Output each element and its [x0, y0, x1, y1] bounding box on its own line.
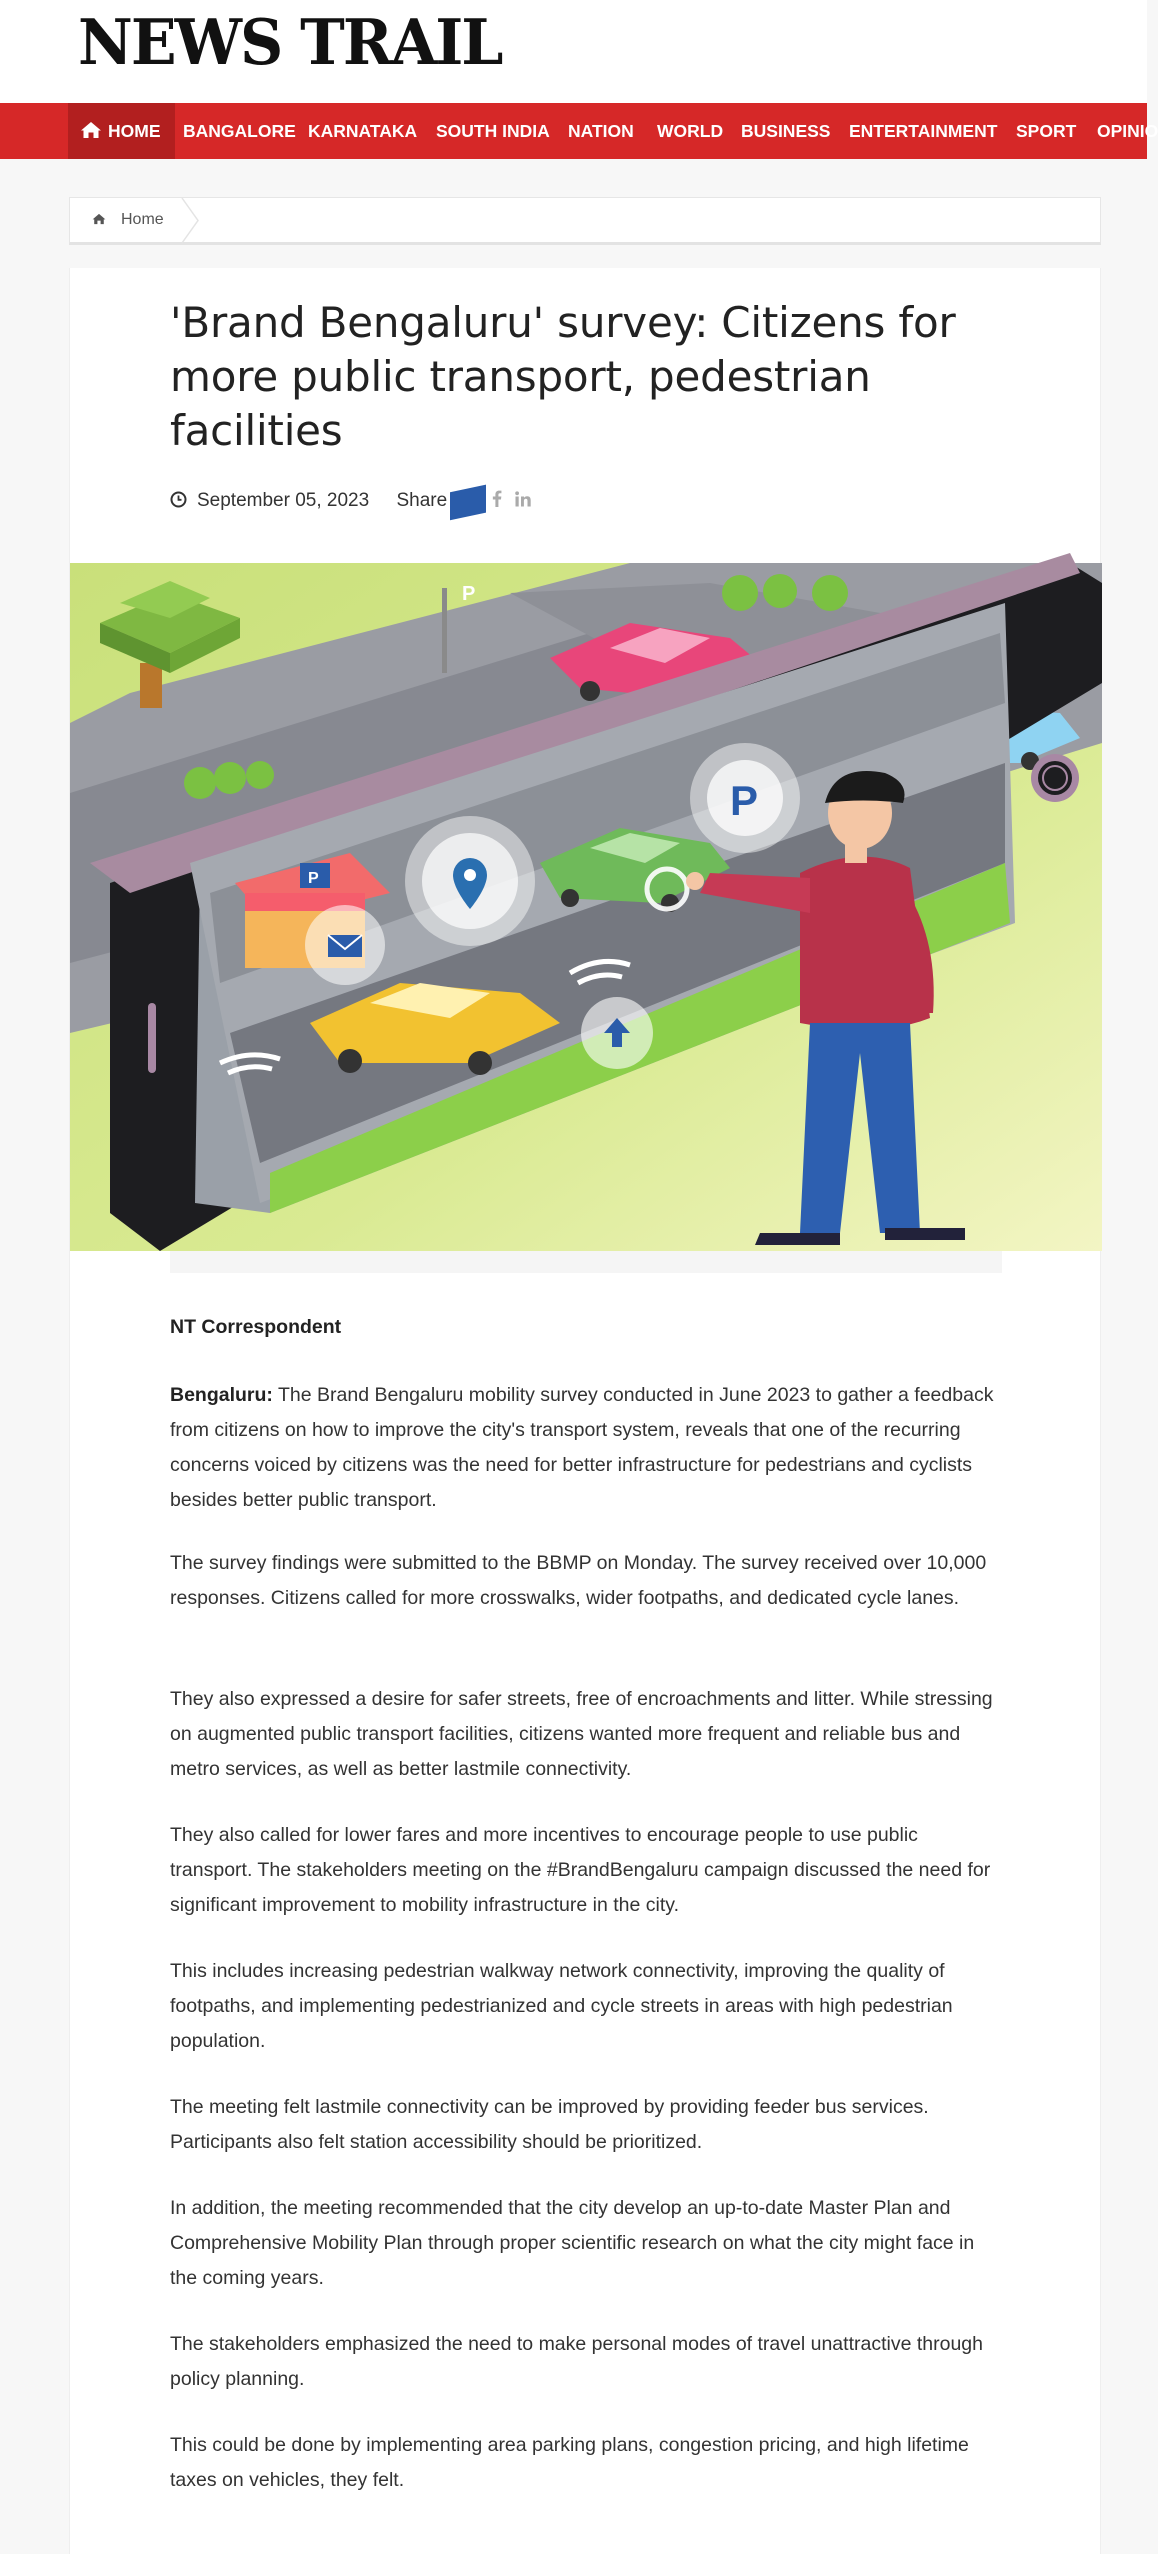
- article-dateline: Bengaluru:: [170, 1384, 273, 1406]
- nav-item-world[interactable]: WORLD: [657, 121, 724, 141]
- article-paragraph: This includes increasing pedestrian walkway network connectivity, improving the quality of footpaths, and implementing pedestrianized and cycle streets in areas with high pedestrian population.: [170, 1960, 953, 2052]
- svg-text:P: P: [308, 870, 319, 887]
- image-caption-bar: [170, 1251, 1002, 1273]
- article-paragraph: The meeting felt lastmile connectivity can be improved by providing feeder bus services. Participants also felt station accessibility should be prioritized.: [170, 2096, 929, 2153]
- article-paragraph: This could be done by implementing area parking plans, congestion pricing, and high lifetime taxes on vehicles, they felt.: [170, 2434, 969, 2491]
- nav-label: HOME: [108, 121, 161, 141]
- arrow-marker: [581, 997, 653, 1069]
- article-paragraph: The stakeholders emphasized the need to make personal modes of travel unattractive through policy planning.: [170, 2333, 983, 2390]
- breadcrumb-home-label: Home: [121, 211, 164, 228]
- clock-icon: [170, 491, 187, 508]
- main-nav: [0, 103, 1158, 159]
- facebook-icon[interactable]: [492, 490, 502, 512]
- home-icon: [80, 121, 102, 139]
- breadcrumb: [69, 197, 1101, 245]
- nav-item-karnataka[interactable]: KARNATAKA: [308, 121, 418, 141]
- article-paragraph: In addition, the meeting recommended that the city develop an up-to-date Master Plan and Comprehensive Mobility Plan through proper scientific research on what the city might face in the coming years.: [170, 2197, 975, 2289]
- site-header: [0, 0, 1147, 103]
- mail-marker: [305, 905, 385, 985]
- svg-text:P: P: [730, 777, 759, 824]
- article-paragraph: The survey findings were submitted to the BBMP on Monday. The survey received over 10,000 responses. Citizens called for more crosswalks, wider footpaths, and dedicated cycle lanes.: [170, 1552, 987, 1609]
- nav-item-home[interactable]: [68, 103, 175, 159]
- breadcrumb-home[interactable]: [70, 198, 200, 243]
- article-title: 'Brand Bengaluru' survey: Citizens for more public transport, pedestrian facilities: [170, 298, 956, 455]
- article-byline: NT Correspondent: [170, 1316, 342, 1338]
- nav-item-entertainment[interactable]: ENTERTAINMENT: [849, 121, 998, 141]
- article-date: September 05, 2023: [197, 490, 370, 512]
- nav-item-nation[interactable]: NATION: [568, 121, 634, 141]
- nav-item-opinion[interactable]: OPINIO: [1097, 121, 1158, 141]
- paragraph-text: The Brand Bengaluru mobility survey conducted in June 2023 to gather a feedback from citizens on how to improve the city's transport system, reveals that one of the recurring concerns voiced by citizens was the need for better infrastructure for pedestrians and cyclists besides better public transport.: [170, 1384, 994, 1511]
- article-paragraph: They also called for lower fares and more incentives to encourage people to use public transport. The stakeholders meeting on the #BrandBengaluru campaign discussed the need for significant improvement to mobility infrastructure in the city.: [170, 1824, 991, 1916]
- share-label: Share: [396, 490, 448, 512]
- nav-item-south-india[interactable]: SOUTH INDIA: [436, 121, 550, 141]
- nav-item-sport[interactable]: SPORT: [1016, 121, 1077, 141]
- nav-item-business[interactable]: BUSINESS: [741, 121, 831, 141]
- home-icon: [92, 213, 106, 225]
- parking-marker: [690, 743, 800, 853]
- article-paragraph: They also expressed a desire for safer streets, free of encroachments and litter. While stressing on augmented public transport facilities, citizens wanted more frequent and reliable bus and metro services, as well as better lastmile connectivity.: [170, 1688, 993, 1780]
- svg-text:P: P: [462, 583, 476, 605]
- smart-parking-illustration: [70, 563, 1102, 1251]
- site-logo[interactable]: NEWS TRAIL: [78, 6, 502, 80]
- article-hero-image: [70, 563, 1102, 1251]
- article-paragraph: [170, 1378, 1005, 1518]
- linkedin-icon[interactable]: [515, 491, 531, 512]
- location-pin-marker: [405, 816, 535, 946]
- nav-item-bangalore[interactable]: BANGALORE: [183, 121, 296, 141]
- article: [69, 268, 1101, 2554]
